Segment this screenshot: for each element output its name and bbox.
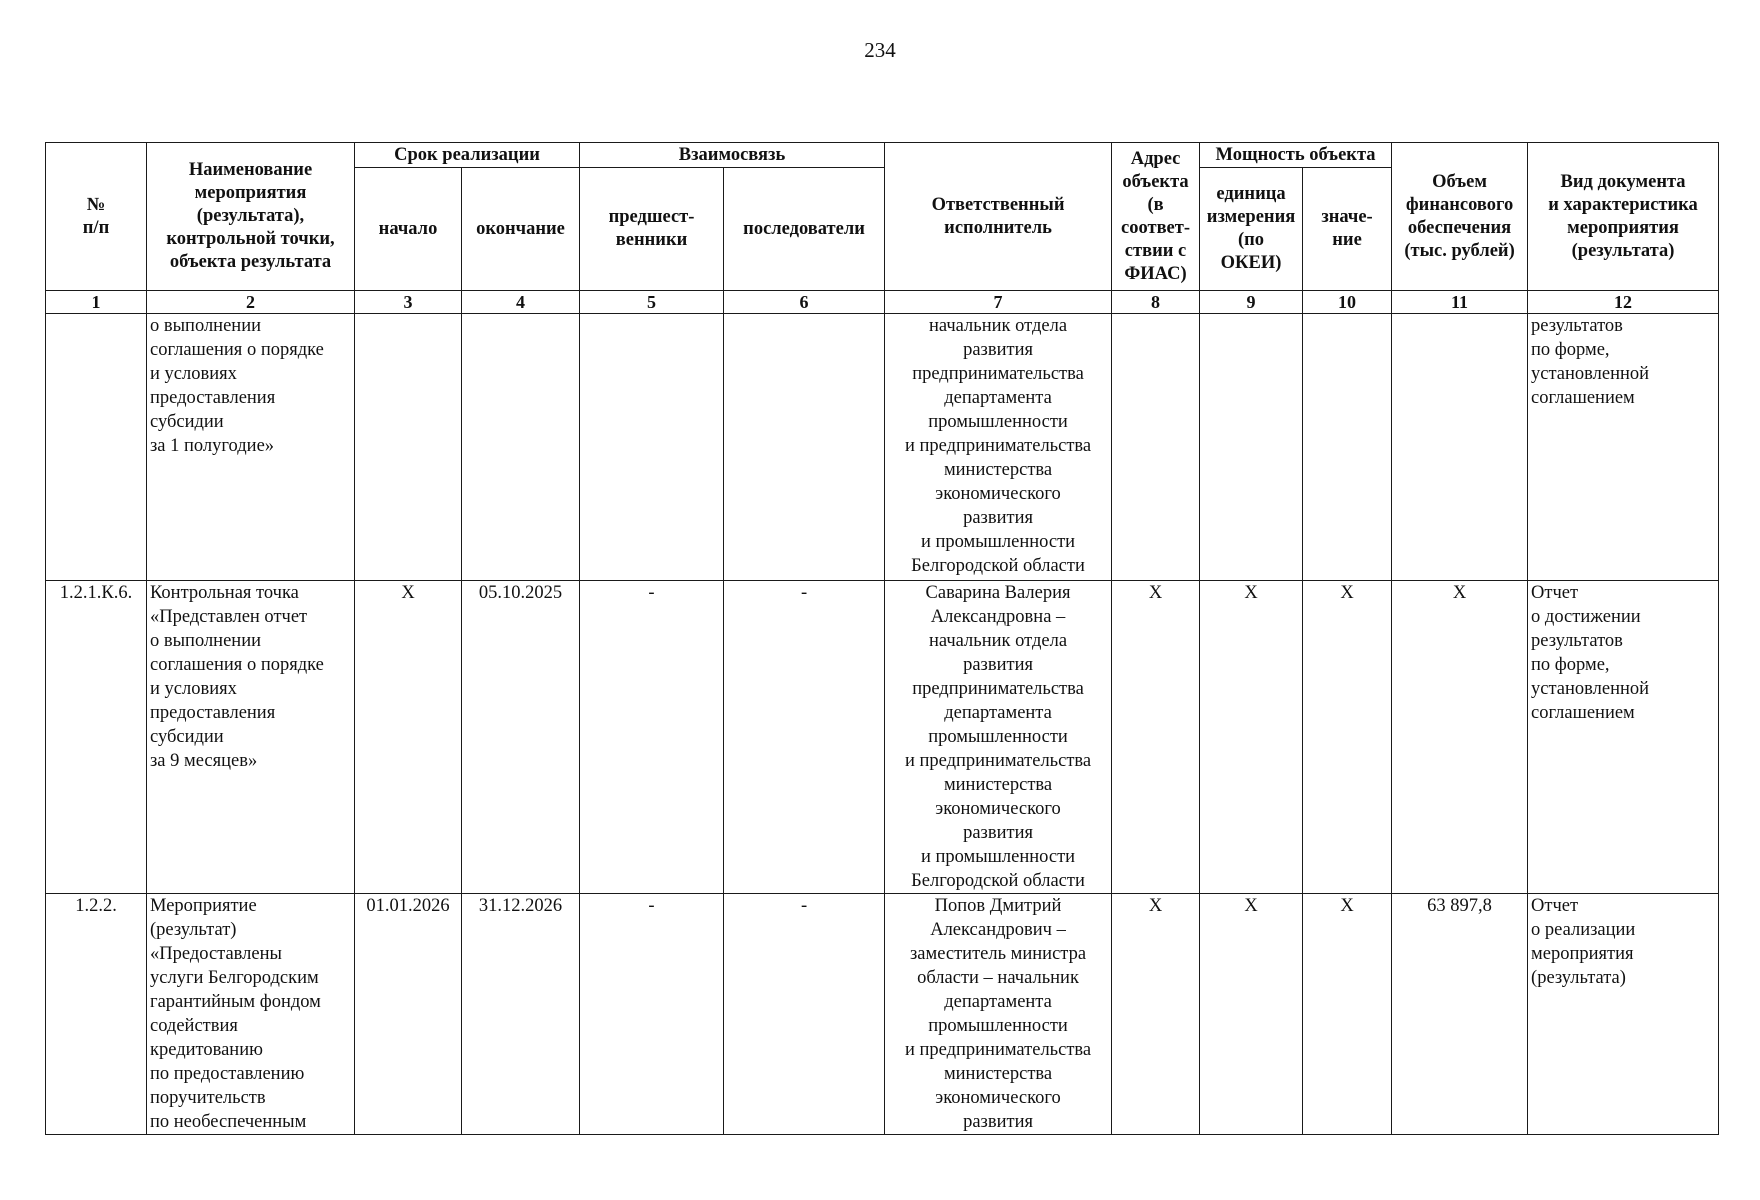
cell-start: 01.01.2026	[355, 894, 462, 1135]
header-col-end: окончание	[462, 168, 580, 291]
program-table	[45, 142, 1719, 1135]
header-col-num: № п/п	[46, 143, 147, 291]
cell-id: 1.2.2.	[46, 894, 147, 1135]
cell-predecessors	[580, 314, 724, 581]
cell-name: Мероприятие (результат) «Предоставлены услуги Белгородским гарантийным фондом содействия кредитованию по предоставлению поручительств по необеспеченным	[147, 894, 355, 1135]
column-number: 7	[885, 291, 1112, 314]
cell-value: X	[1303, 894, 1392, 1135]
cell-address: X	[1112, 894, 1200, 1135]
cell-address	[1112, 314, 1200, 581]
column-number: 2	[147, 291, 355, 314]
cell-successors: -	[724, 894, 885, 1135]
header-col-address: Адрес объекта (в соответ- ствии с ФИАС)	[1112, 143, 1200, 291]
column-number: 12	[1528, 291, 1719, 314]
cell-financing: 63 897,8	[1392, 894, 1528, 1135]
cell-document: результатов по форме, установленной соглашением	[1528, 314, 1719, 581]
column-number: 3	[355, 291, 462, 314]
column-number: 1	[46, 291, 147, 314]
cell-document: Отчет о достижении результатов по форме, установленной соглашением	[1528, 581, 1719, 894]
header-group-link: Взаимосвязь	[580, 143, 885, 168]
header-row-numbers	[46, 291, 1719, 314]
column-number: 10	[1303, 291, 1392, 314]
column-number: 5	[580, 291, 724, 314]
column-number: 6	[724, 291, 885, 314]
table-row	[46, 581, 1719, 894]
header-col-name: Наименование мероприятия (результата), контрольной точки, объекта результата	[147, 143, 355, 291]
cell-document: Отчет о реализации мероприятия (результата)	[1528, 894, 1719, 1135]
cell-id: 1.2.1.К.6.	[46, 581, 147, 894]
cell-unit	[1200, 314, 1303, 581]
cell-financing: X	[1392, 581, 1528, 894]
table-row	[46, 894, 1719, 1135]
cell-start	[355, 314, 462, 581]
header-col-predecessors: предшест- венники	[580, 168, 724, 291]
header-col-financing: Объем финансового обеспечения (тыс. рублей)	[1392, 143, 1528, 291]
cell-responsible: Попов Дмитрий Александрович – заместитель министра области – начальник департамента промышленности и предпринимательства министерства экономического развития	[885, 894, 1112, 1135]
cell-predecessors: -	[580, 581, 724, 894]
page-number: 234	[864, 38, 896, 62]
cell-end	[462, 314, 580, 581]
cell-address: X	[1112, 581, 1200, 894]
header-col-value: значе- ние	[1303, 168, 1392, 291]
column-number: 8	[1112, 291, 1200, 314]
cell-start: X	[355, 581, 462, 894]
column-number: 4	[462, 291, 580, 314]
header-col-successors: последователи	[724, 168, 885, 291]
cell-predecessors: -	[580, 894, 724, 1135]
cell-successors	[724, 314, 885, 581]
cell-successors: -	[724, 581, 885, 894]
column-number: 9	[1200, 291, 1303, 314]
cell-name: Контрольная точка «Представлен отчет о выполнении соглашения о порядке и условиях предоставления субсидии за 9 месяцев»	[147, 581, 355, 894]
cell-name: о выполнении соглашения о порядке и условиях предоставления субсидии за 1 полугодие»	[147, 314, 355, 581]
cell-value: X	[1303, 581, 1392, 894]
header-group-term: Срок реализации	[355, 143, 580, 168]
cell-responsible: начальник отдела развития предпринимательства департамента промышленности и предпринимательства министерства экономического развития и промышленности Белгородской области	[885, 314, 1112, 581]
header-row-groups	[46, 143, 1719, 168]
header-col-document: Вид документа и характеристика мероприятия (результата)	[1528, 143, 1719, 291]
header-col-start: начало	[355, 168, 462, 291]
cell-end: 05.10.2025	[462, 581, 580, 894]
column-number: 11	[1392, 291, 1528, 314]
cell-unit: X	[1200, 581, 1303, 894]
cell-financing	[1392, 314, 1528, 581]
table-row	[46, 314, 1719, 581]
cell-value	[1303, 314, 1392, 581]
cell-unit: X	[1200, 894, 1303, 1135]
header-col-unit: единица измерения (по ОКЕИ)	[1200, 168, 1303, 291]
cell-id	[46, 314, 147, 581]
cell-end: 31.12.2026	[462, 894, 580, 1135]
cell-responsible: Саварина Валерия Александровна – начальник отдела развития предпринимательства департамента промышленности и предпринимательства министерства экономического развития и промышленности Белгородской области	[885, 581, 1112, 894]
header-group-power: Мощность объекта	[1200, 143, 1392, 168]
header-col-responsible: Ответственный исполнитель	[885, 143, 1112, 291]
